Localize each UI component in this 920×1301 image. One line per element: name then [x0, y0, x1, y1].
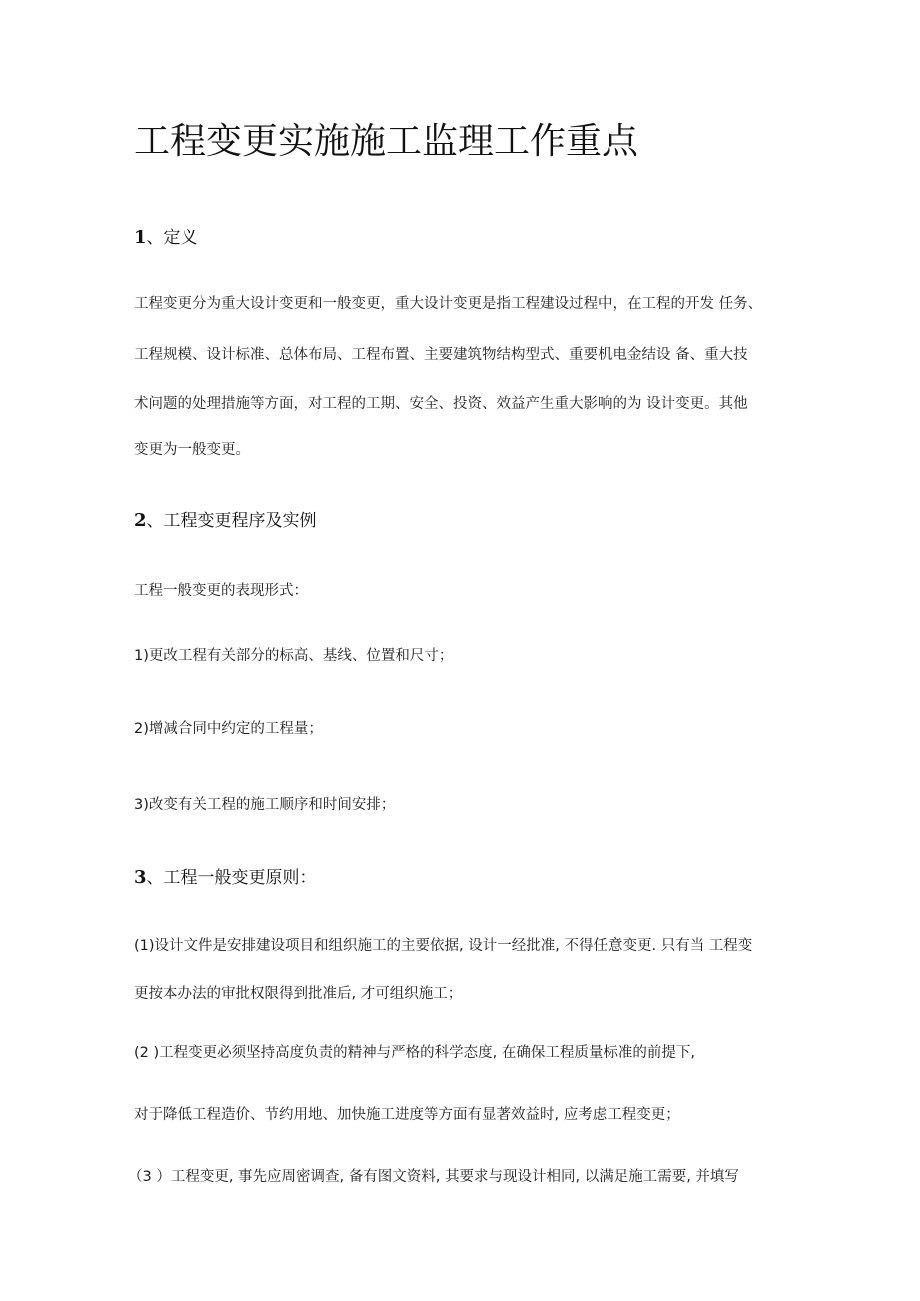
section-2-intro: 工程一般变更的表现形式： — [134, 583, 308, 599]
section-3-title: 、工程一般变更原则： — [146, 868, 317, 888]
section-3-para-3-line-1: （3 ）工程变更, 事先应周密调查, 备有图文资料, 其要求与现设计相同, 以满足施工需要, 并填写 — [128, 1169, 739, 1185]
list-item: 1)更改工程有关部分的标高、基线、位置和尺寸； — [134, 648, 454, 664]
section-2-item-list — [134, 645, 453, 846]
section-2-number: 2 — [134, 510, 147, 531]
section-2-title: 、工程变更程序及实例 — [146, 511, 317, 531]
section-3-para-2-line-1: (2 )工程变更必须坚持高度负责的精神与严格的科学态度, 在确保工程质量标准的前提下, — [134, 1045, 695, 1061]
section-3-heading — [134, 866, 317, 890]
section-2-heading — [134, 509, 317, 533]
list-item: 3)改变有关工程的施工顺序和时间安排； — [134, 797, 396, 813]
section-3-para-1-line-2: 更按本办法的审批权限得到批准后, 才可组织施工； — [134, 986, 463, 1002]
section-1-line-3: 术问题的处理措施等方面，对工程的工期、安全、投资、效益产生重大影响的为 设计变更。其他 — [134, 396, 748, 412]
section-3-para-2-line-2: 对于降低工程造价、节约用地、加快施工进度等方面有显著效益时, 应考虑工程变更； — [134, 1107, 680, 1123]
section-1-title: 、定义 — [146, 228, 198, 248]
section-1-heading — [134, 226, 198, 250]
section-3-number: 3 — [134, 867, 147, 888]
section-1-line-2: 工程规模、设计标准、总体布局、工程布置、主要建筑物结构型式、重要机电金结设 备、重大技 — [134, 347, 748, 363]
list-item: 2)增减合同中约定的工程量； — [134, 721, 323, 737]
document-title: 工程变更实施施工监理工作重点 — [134, 121, 639, 162]
section-3-para-1-line-1: (1)设计文件是安排建设项目和组织施工的主要依据, 设计一经批准, 不得任意变更. 只有当 工程变 — [134, 938, 753, 954]
section-1-number: 1 — [134, 227, 147, 248]
section-1-line-4: 变更为一般变更。 — [134, 442, 250, 458]
section-1-line-1: 工程变更分为重大设计变更和一般变更，重大设计变更是指工程建设过程中，在工程的开发 任务、 — [134, 296, 763, 312]
